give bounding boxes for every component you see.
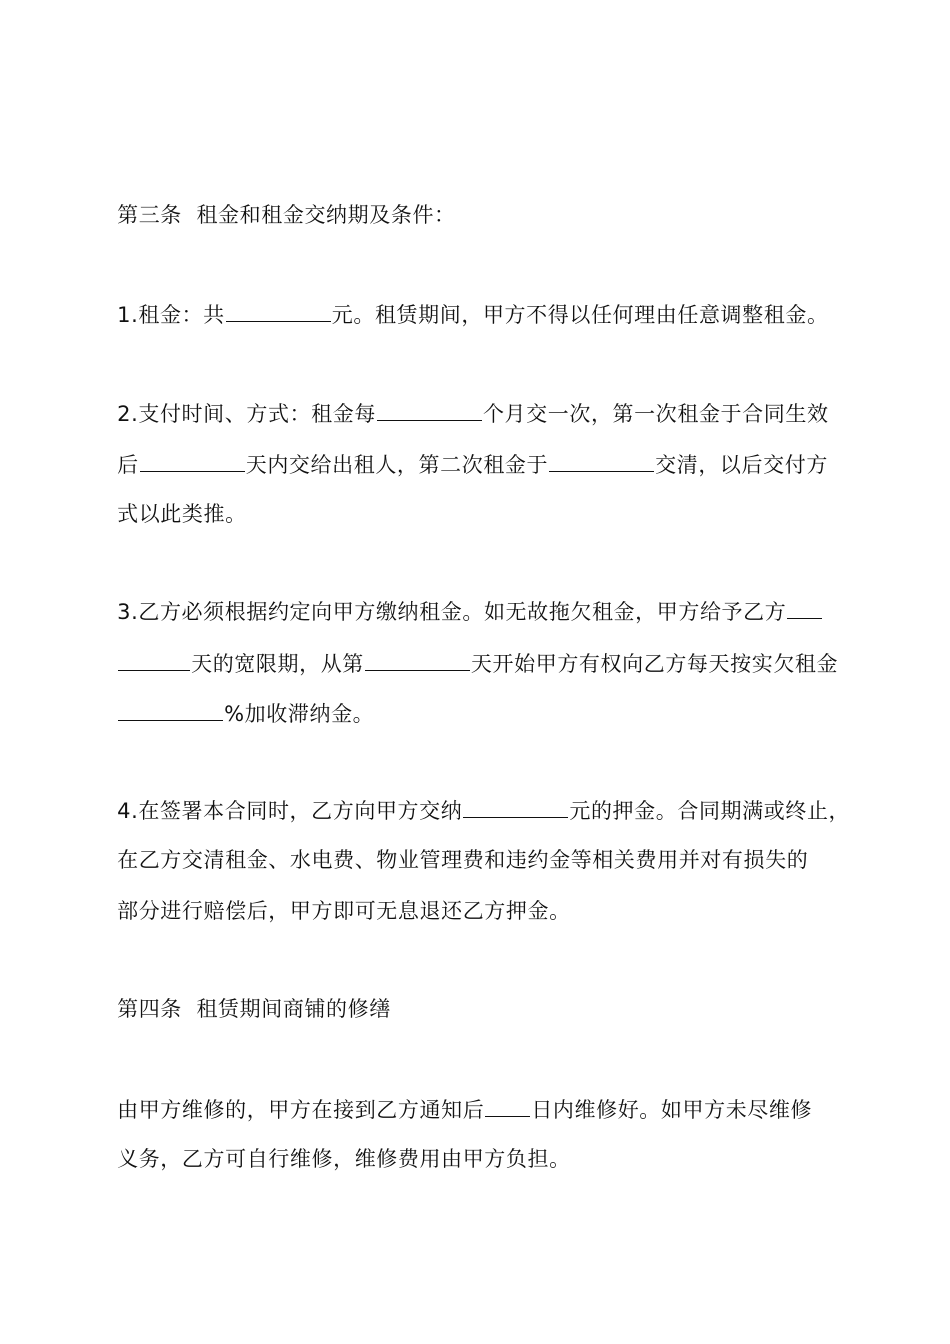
payment-interval-blank[interactable] [377,398,482,421]
repair-days-blank[interactable] [485,1094,530,1117]
grace-period-blank-start[interactable] [787,596,822,619]
late-fee-start-day-blank[interactable] [365,648,470,671]
second-payment-date-blank[interactable] [549,449,654,472]
clause-4-line-3: 部分进行赔偿后，甲方即可无息退还乙方押金。 [117,899,571,923]
grace-period-blank-end[interactable] [118,648,190,671]
clause-2-line-2: 后 天内交给出租人，第二次租金于 交清，以后交付方 [88,421,828,507]
repair-clause-line-2: 义务，乙方可自行维修，维修费用由甲方负担。 [117,1147,571,1171]
clause-3-line-2: 天的宽限期，从第 天开始甲方有权向乙方每天按实欠租金 [88,620,838,706]
first-payment-days-blank[interactable] [140,449,245,472]
article-3-title: 第三条 租金和租金交纳期及条件： [117,203,456,227]
clause-2-line-1: 2.支付时间、方式：租金每 个月交一次，第一次租金于合同生效 [88,370,829,456]
article-4-title: 第四条 租赁期间商铺的修缮 [117,997,391,1021]
clause-1-rent-amount: 1.租金：共 元。租赁期间，甲方不得以任何理由任意调整租金。 [88,271,829,357]
late-fee-percent-blank[interactable] [118,698,223,721]
repair-clause-line-1: 由甲方维修的，甲方在接到乙方通知后 日内维修好。如甲方未尽维修 [88,1066,812,1152]
clause-2-line-3: 式以此类推。 [117,502,247,526]
clause-4-line-2: 在乙方交清租金、水电费、物业管理费和违约金等相关费用并对有损失的 [117,848,809,872]
deposit-amount-blank[interactable] [463,795,568,818]
clause-3-line-3: %加收滞纳金。 [88,670,374,756]
rent-amount-blank[interactable] [226,299,331,322]
clause-3-line-1: 3.乙方必须根据约定向甲方缴纳租金。如无故拖欠租金，甲方给予乙方 [88,568,823,654]
clause-4-line-1: 4.在签署本合同时，乙方向甲方交纳 元的押金。合同期满或终止， [88,767,850,853]
